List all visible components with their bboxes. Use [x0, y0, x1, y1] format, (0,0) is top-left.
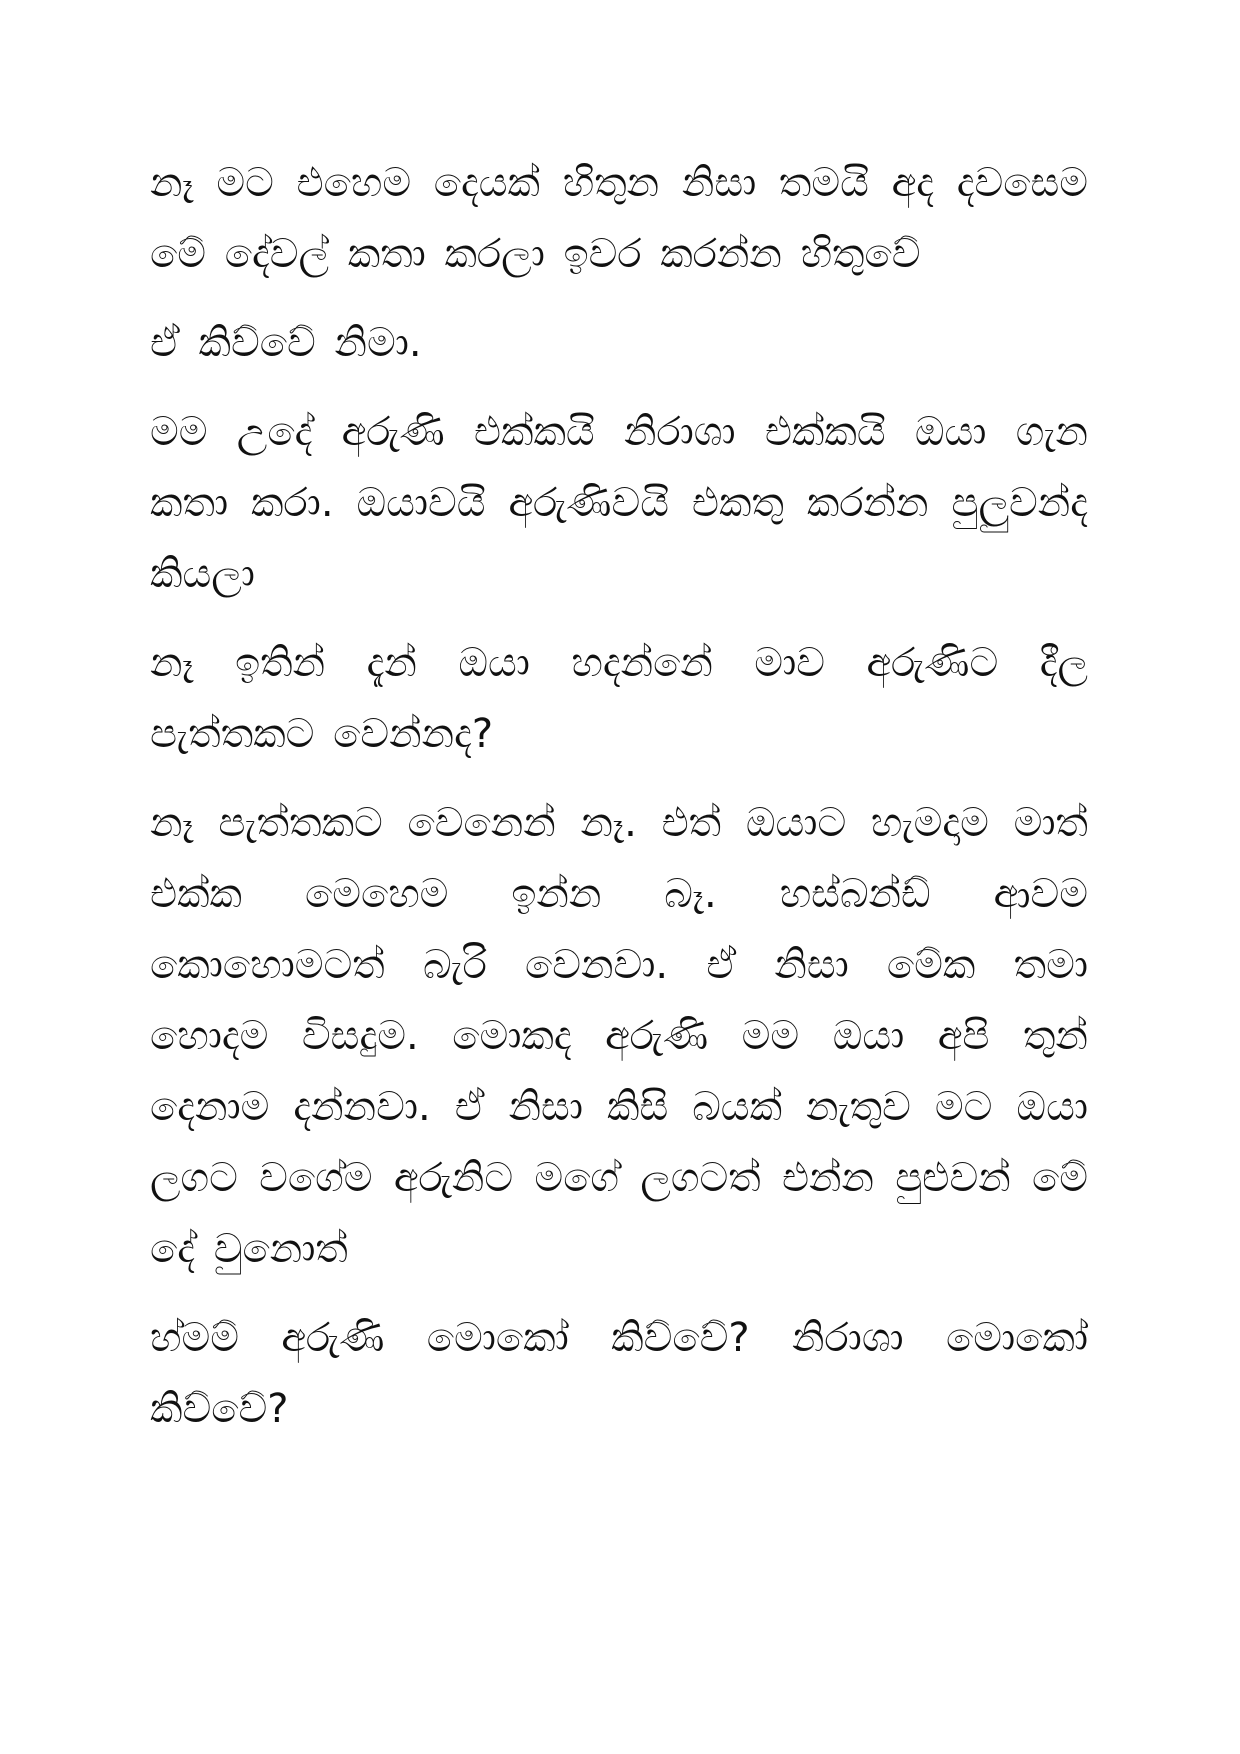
paragraph-4: නෑ ඉතින් දැන් ඔයා හදන්නේ මාව අරුණිට දීල පැත්තකට වෙන්නද? — [150, 640, 1088, 757]
document-body — [150, 148, 1088, 1463]
paragraph-1: නෑ මට එහෙම දෙයක් හිතුන නිසා තමයි අද දවසෙම මේ දේවල් කතා කරලා ඉවර කරන්න හිතුවේ — [150, 160, 1088, 277]
paragraph-3: මම උදේ අරුණි එක්කයි නිරාශා එක්කයි ඔයා ගැන කතා කරා. ඔයාවයි අරුණිවයි එකතු කරන්න පුලුවන්ද කියලා — [150, 409, 1088, 597]
paragraph-6: හ්මම් අරුණි මොකෝ කිව්වේ? නිරාශා මොකෝ කිව්වේ? — [150, 1315, 1088, 1432]
paragraph-5: නෑ පැත්තකට වෙනෙන් නෑ. එත් ඔයාට හැමදාම මාත් එක්ක මෙහෙම ඉන්න බෑ. හස්බන්ඩ් ආවම කොහොමටත් බැරි වෙනවා. ඒ නිසා මේක තමා හොදම විසදුම. මොකද අරුණි මම ඔයා අපි තුන් දෙනාම දන්නවා. ඒ නිසා කිසි බයක් නැතුව මට ඔයා ලගට වගේම අරුනිට මගේ ලගටත් එන්න පුළුවන් මේ දේ වුනොත් — [150, 800, 1088, 1272]
paragraph-2: ඒ කිව්වේ නිමා. — [150, 320, 422, 366]
